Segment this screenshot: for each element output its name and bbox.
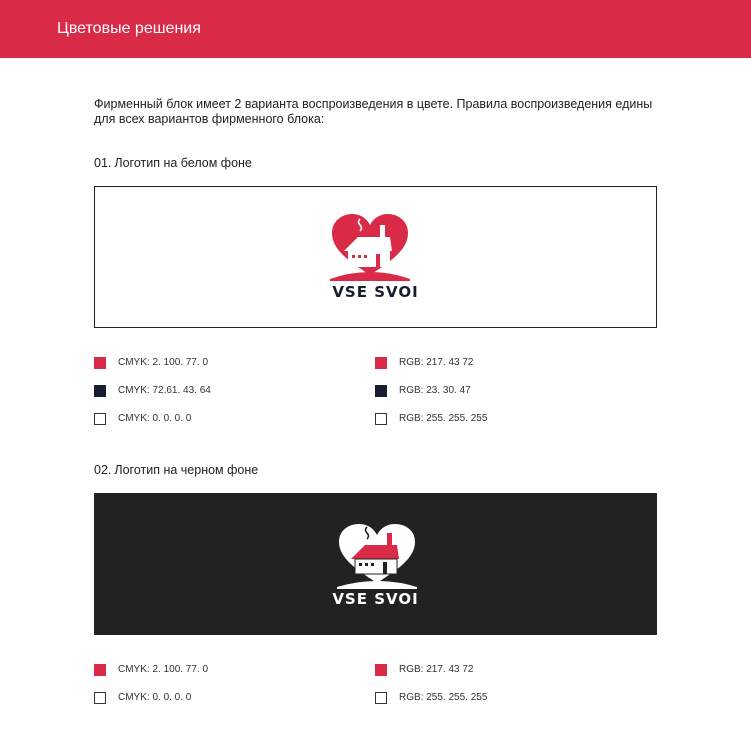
swatch-label-cmyk: CMYK: 2. 100. 77. 0 bbox=[118, 664, 209, 675]
section-title-black-bg bbox=[94, 463, 258, 478]
section-title-text: Логотип на белом фоне bbox=[114, 156, 252, 170]
page-header bbox=[0, 0, 751, 58]
section-title-white-bg bbox=[94, 156, 252, 171]
color-swatch-dark bbox=[375, 385, 387, 397]
section-title-text: Логотип на черном фоне bbox=[114, 463, 259, 477]
brand-name: VSE SVOI bbox=[332, 590, 419, 608]
logo-box-white-background bbox=[94, 186, 657, 328]
color-swatch-red bbox=[94, 664, 106, 676]
swatch-label-cmyk: CMYK: 0. 0. 0. 0 bbox=[118, 413, 192, 424]
swatch-label-rgb: RGB: 255. 255. 255 bbox=[399, 413, 488, 424]
logo-box-black-background bbox=[94, 493, 657, 635]
swatch-label-rgb: RGB: 217. 43 72 bbox=[399, 357, 474, 368]
section-number: 01. bbox=[94, 156, 112, 170]
color-swatch-red bbox=[375, 664, 387, 676]
swatch-row bbox=[94, 356, 208, 370]
swatch-row bbox=[375, 384, 471, 398]
swatch-row bbox=[94, 691, 191, 705]
section-number: 02. bbox=[94, 463, 112, 477]
brand-name: VSE SVOI bbox=[332, 283, 419, 301]
swatch-row bbox=[375, 356, 474, 370]
swatch-label-cmyk: CMYK: 2. 100. 77. 0 bbox=[118, 357, 209, 368]
swatch-label-cmyk: CMYK: 0. 0. 0. 0 bbox=[118, 692, 192, 703]
color-swatch-dark bbox=[94, 385, 106, 397]
swatch-label-rgb: RGB: 217. 43 72 bbox=[399, 664, 474, 675]
swatch-label-cmyk: CMYK: 72.61. 43. 64 bbox=[118, 385, 211, 396]
intro-text: Фирменный блок имеет 2 варианта воспроизведения в цвете. Правила воспроизведения едины для всех вариантов фирменного блока: bbox=[94, 97, 653, 126]
heart-house-logo-icon bbox=[330, 213, 410, 281]
swatch-label-rgb: RGB: 255. 255. 255 bbox=[399, 692, 488, 703]
page-title: Цветовые решения bbox=[57, 20, 201, 37]
swatch-row bbox=[94, 663, 208, 677]
swatch-row bbox=[375, 691, 487, 705]
color-swatch-white bbox=[94, 413, 106, 425]
color-swatch-white bbox=[375, 692, 387, 704]
color-swatch-red bbox=[375, 357, 387, 369]
heart-house-logo-icon bbox=[337, 523, 417, 589]
color-swatch-red bbox=[94, 357, 106, 369]
swatch-row bbox=[375, 412, 487, 426]
swatch-row bbox=[375, 663, 474, 677]
swatch-row bbox=[94, 384, 211, 398]
swatch-label-rgb: RGB: 23. 30. 47 bbox=[399, 385, 471, 396]
color-swatch-white bbox=[94, 692, 106, 704]
color-swatch-white bbox=[375, 413, 387, 425]
swatch-row bbox=[94, 412, 191, 426]
